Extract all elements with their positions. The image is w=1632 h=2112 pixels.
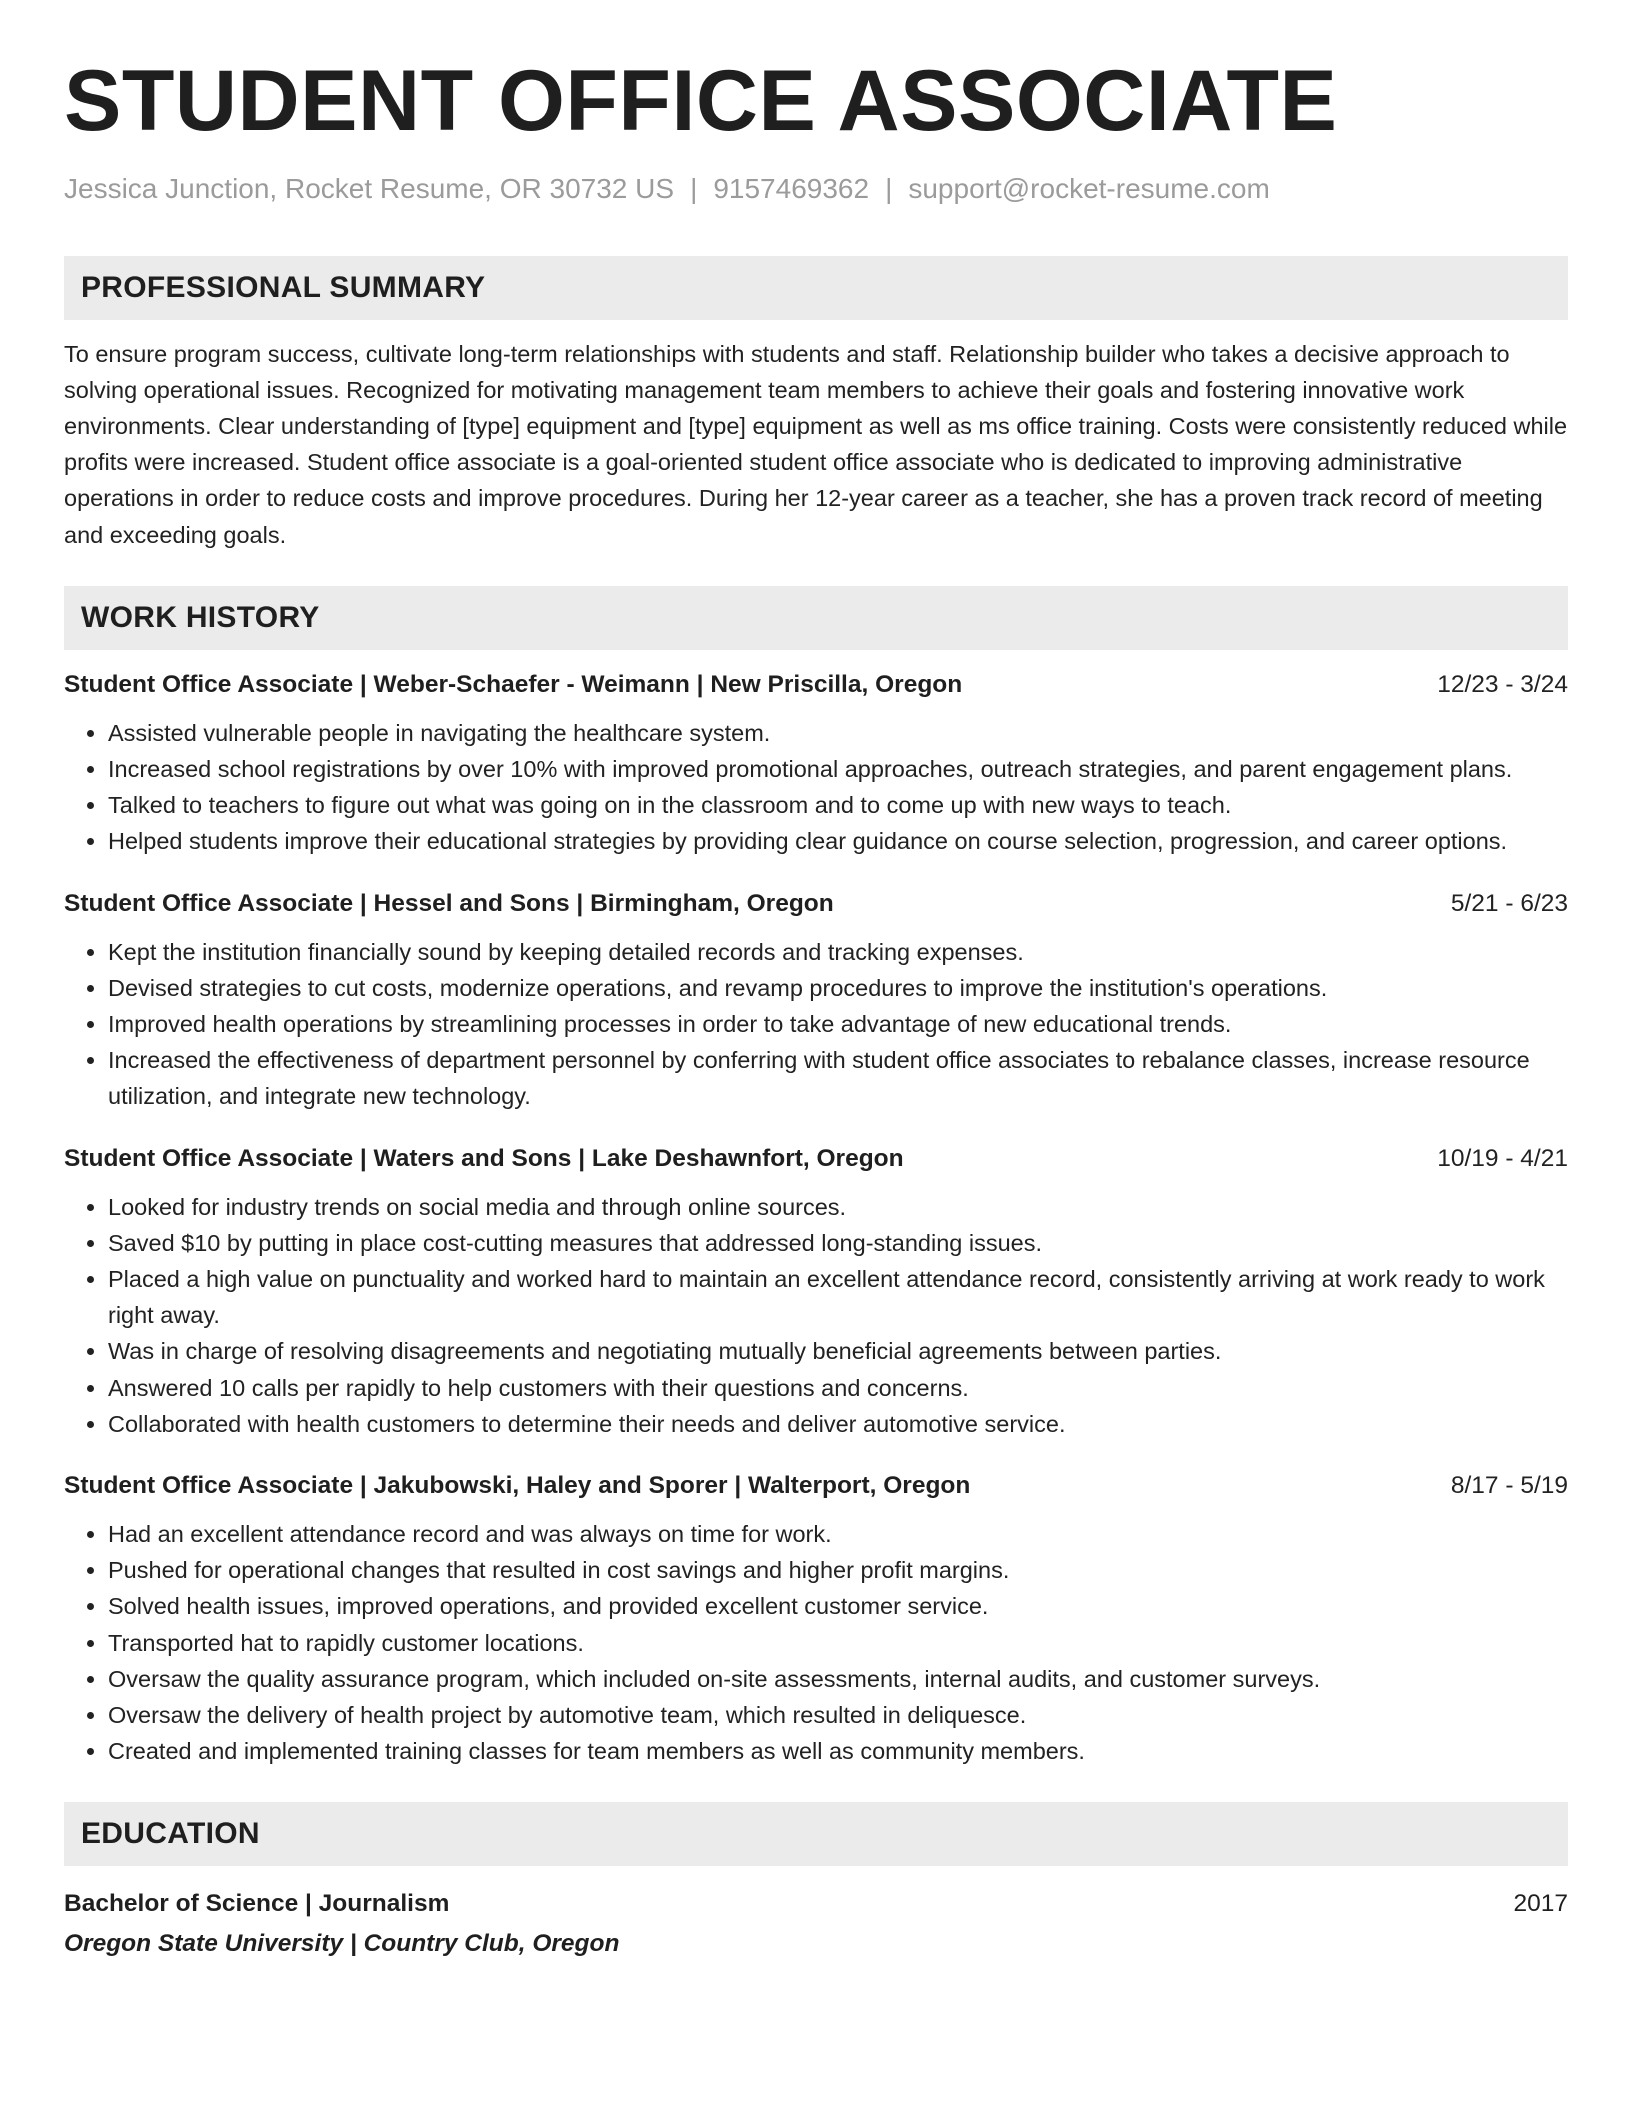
education-header xyxy=(64,1884,1568,1924)
job-bullet: • Answered 10 calls per rapidly to help customers with their questions and concerns. xyxy=(108,1370,1568,1406)
education-school: Oregon State University | Country Club, Oregon xyxy=(64,1930,620,1958)
job-bullet: • Pushed for operational changes that resulted in cost savings and higher profit margins. xyxy=(108,1552,1568,1588)
job-header xyxy=(64,887,1568,921)
job-dates: 10/19 - 4/21 xyxy=(1437,1144,1568,1172)
job-bullet: • Helped students improve their educational strategies by providing clear guidance on course selection, progression, and career options. xyxy=(108,823,1568,859)
job-bullet: • Devised strategies to cut costs, modernize operations, and revamp procedures to improve the institution's operations. xyxy=(108,970,1568,1006)
education-entry xyxy=(64,1884,1568,1964)
job-bullets xyxy=(64,934,1568,1115)
summary-heading: PROFESSIONAL SUMMARY xyxy=(64,256,1568,320)
job-entry-1 xyxy=(64,668,1568,860)
job-entry-3 xyxy=(64,1142,1568,1442)
job-header xyxy=(64,1469,1568,1503)
education-year: 2017 xyxy=(1513,1890,1568,1918)
job-bullet: • Increased school registrations by over 10% with improved promotional approaches, outreach strategies, and parent engagement plans. xyxy=(108,751,1568,787)
job-bullet: • Placed a high value on punctuality and worked hard to maintain an excellent attendance record, consistently arriving at work ready to work right away. xyxy=(108,1261,1568,1333)
job-bullet: • Assisted vulnerable people in navigating the healthcare system. xyxy=(108,715,1568,751)
work-history-heading: WORK HISTORY xyxy=(64,586,1568,650)
job-bullets xyxy=(64,1189,1568,1442)
job-bullet: • Saved $10 by putting in place cost-cutting measures that addressed long-standing issues. xyxy=(108,1225,1568,1261)
job-dates: 8/17 - 5/19 xyxy=(1450,1472,1568,1500)
contact-email: support@rocket-resume.com xyxy=(908,173,1270,204)
job-bullet: • Looked for industry trends on social media and through online sources. xyxy=(108,1189,1568,1225)
education-heading: EDUCATION xyxy=(64,1802,1568,1866)
contact-line xyxy=(64,172,1568,206)
job-header xyxy=(64,1142,1568,1176)
job-dates: 5/21 - 6/23 xyxy=(1450,889,1568,917)
education-degree: Bachelor of Science | Journalism xyxy=(64,1890,450,1918)
job-bullet: • Kept the institution financially sound by keeping detailed records and tracking expenses. xyxy=(108,934,1568,970)
job-dates: 12/23 - 3/24 xyxy=(1437,670,1568,698)
job-title: Student Office Associate | Jakubowski, Haley and Sporer | Walterport, Oregon xyxy=(64,1472,971,1500)
job-title: Student Office Associate | Hessel and Sons | Birmingham, Oregon xyxy=(64,889,834,917)
job-bullet: • Transported hat to rapidly customer locations. xyxy=(108,1625,1568,1661)
contact-separator: | xyxy=(885,173,893,204)
job-bullet: • Created and implemented training classes for team members as well as community members. xyxy=(108,1733,1568,1769)
job-bullet: • Oversaw the quality assurance program, which included on-site assessments, internal audits, and customer surveys. xyxy=(108,1661,1568,1697)
summary-text: To ensure program success, cultivate long-term relationships with students and staff. Relationship builder who takes a decisive approach to solving operational issues. Recognized for motivating management team members to achieve their goals and fostering innovative work environments. Clear understanding of [type] equipment and [type] equipment as well as ms office training. Costs were consistently reduced while profits were increased. Student office associate is a goal-oriented student office associate who is dedicated to improving administrative operations in order to reduce costs and improve procedures. During her 12-year career as a teacher, she has a proven track record of meeting and exceeding goals. xyxy=(64,340,1568,548)
contact-separator: | xyxy=(690,173,698,204)
job-title: Student Office Associate | Weber-Schaefer - Weimann | New Priscilla, Oregon xyxy=(64,670,963,698)
job-title: Student Office Associate | Waters and Sons | Lake Deshawnfort, Oregon xyxy=(64,1144,904,1172)
job-bullets xyxy=(64,1516,1568,1769)
job-entry-2 xyxy=(64,887,1568,1115)
job-bullet: • Had an excellent attendance record and was always on time for work. xyxy=(108,1516,1568,1552)
job-bullet: • Oversaw the delivery of health project by automotive team, which resulted in deliquesce. xyxy=(108,1697,1568,1733)
job-bullet: • Increased the effectiveness of department personnel by conferring with student office associates to rebalance classes, increase resource utilization, and integrate new technology. xyxy=(108,1042,1568,1114)
contact-phone: 9157469362 xyxy=(713,173,870,204)
job-bullet: • Talked to teachers to figure out what was going on in the classroom and to come up with new ways to teach. xyxy=(108,787,1568,823)
job-bullet: • Solved health issues, improved operations, and provided excellent customer service. xyxy=(108,1588,1568,1624)
job-header xyxy=(64,668,1568,702)
job-bullet: • Improved health operations by streamlining processes in order to take advantage of new educational trends. xyxy=(108,1006,1568,1042)
job-entry-4 xyxy=(64,1469,1568,1769)
job-bullets xyxy=(64,715,1568,860)
job-bullet: • Was in charge of resolving disagreements and negotiating mutually beneficial agreements between parties. xyxy=(108,1333,1568,1369)
job-bullet: • Collaborated with health customers to determine their needs and deliver automotive service. xyxy=(108,1406,1568,1442)
contact-address: Jessica Junction, Rocket Resume, OR 30732 US xyxy=(64,173,675,204)
resume-title: STUDENT OFFICE ASSOCIATE xyxy=(64,53,1338,149)
